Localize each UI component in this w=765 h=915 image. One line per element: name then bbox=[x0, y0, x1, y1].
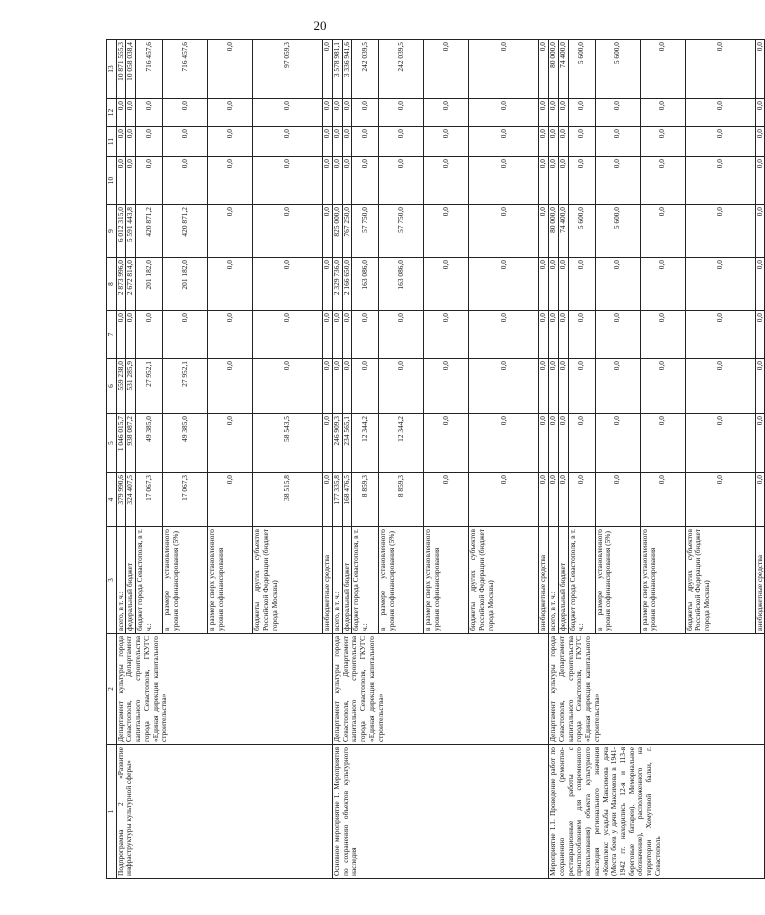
value-cell: 177 335,8 bbox=[332, 473, 342, 527]
header-cell-4: 4 bbox=[107, 473, 117, 527]
value-cell: 0,0 bbox=[116, 157, 126, 205]
value-cell: 0,0 bbox=[469, 258, 539, 311]
value-cell: 0,0 bbox=[208, 359, 253, 414]
value-cell: 0,0 bbox=[595, 414, 640, 473]
value-cell: 0,0 bbox=[595, 359, 640, 414]
budget-table bbox=[106, 39, 765, 879]
value-cell: 0,0 bbox=[253, 258, 323, 311]
value-cell: 0,0 bbox=[253, 311, 323, 359]
value-cell: 0,0 bbox=[640, 205, 685, 258]
funding-source-cell: всего, в т. ч.: bbox=[116, 527, 126, 634]
header-cell-6: 6 bbox=[107, 359, 117, 414]
value-cell: 0,0 bbox=[539, 311, 549, 359]
value-cell: 0,0 bbox=[352, 157, 379, 205]
value-cell: 0,0 bbox=[685, 258, 755, 311]
value-cell: 0,0 bbox=[640, 414, 685, 473]
value-cell: 5 600,0 bbox=[568, 205, 595, 258]
value-cell: 8 859,3 bbox=[379, 473, 424, 527]
funding-source-cell: бюджет города Севастополя, в т. ч.: bbox=[352, 527, 379, 634]
value-cell: 0,0 bbox=[136, 99, 163, 127]
value-cell: 0,0 bbox=[208, 473, 253, 527]
funding-source-cell: в размере установленного уровня софинансирования (5%) bbox=[379, 527, 424, 634]
value-cell: 0,0 bbox=[685, 359, 755, 414]
value-cell: 201 182,0 bbox=[136, 258, 163, 311]
value-cell: 0,0 bbox=[208, 258, 253, 311]
value-cell: 0,0 bbox=[323, 414, 333, 473]
value-cell: 0,0 bbox=[469, 473, 539, 527]
value-cell: 0,0 bbox=[558, 359, 568, 414]
funding-source-cell: в размере сверх установленного уровня софинансирования bbox=[424, 527, 469, 634]
value-cell: 80 000,0 bbox=[549, 40, 559, 99]
value-cell: 2 672 814,0 bbox=[126, 258, 136, 311]
value-cell: 0,0 bbox=[469, 359, 539, 414]
funding-source-cell: в размере сверх установленного уровня софинансирования bbox=[208, 527, 253, 634]
value-cell: 0,0 bbox=[424, 205, 469, 258]
value-cell: 0,0 bbox=[332, 157, 342, 205]
value-cell: 0,0 bbox=[568, 414, 595, 473]
value-cell: 0,0 bbox=[323, 99, 333, 127]
value-cell: 0,0 bbox=[685, 40, 755, 99]
table-row bbox=[332, 40, 342, 879]
value-cell: 17 067,3 bbox=[136, 473, 163, 527]
value-cell: 0,0 bbox=[595, 311, 640, 359]
value-cell: 0,0 bbox=[424, 157, 469, 205]
value-cell: 0,0 bbox=[208, 311, 253, 359]
value-cell: 0,0 bbox=[595, 473, 640, 527]
value-cell: 0,0 bbox=[323, 157, 333, 205]
value-cell: 0,0 bbox=[379, 359, 424, 414]
value-cell: 0,0 bbox=[379, 127, 424, 157]
value-cell: 0,0 bbox=[116, 311, 126, 359]
value-cell: 74 400,0 bbox=[558, 40, 568, 99]
value-cell: 0,0 bbox=[755, 258, 765, 311]
value-cell: 0,0 bbox=[640, 258, 685, 311]
value-cell: 379 990,6 bbox=[116, 473, 126, 527]
value-cell: 201 182,0 bbox=[163, 258, 208, 311]
value-cell: 0,0 bbox=[755, 40, 765, 99]
value-cell: 0,0 bbox=[469, 157, 539, 205]
value-cell: 0,0 bbox=[424, 359, 469, 414]
value-cell: 0,0 bbox=[163, 127, 208, 157]
value-cell: 0,0 bbox=[640, 127, 685, 157]
value-cell: 0,0 bbox=[595, 157, 640, 205]
funding-source-cell: внебюджетные средства bbox=[755, 527, 765, 634]
value-cell: 12 344,2 bbox=[352, 414, 379, 473]
value-cell: 97 059,3 bbox=[253, 40, 323, 99]
value-cell: 0,0 bbox=[539, 205, 549, 258]
value-cell: 0,0 bbox=[539, 414, 549, 473]
value-cell: 0,0 bbox=[424, 311, 469, 359]
funding-source-cell: федеральный бюджет bbox=[558, 527, 568, 634]
value-cell: 0,0 bbox=[342, 157, 352, 205]
value-cell: 0,0 bbox=[568, 473, 595, 527]
value-cell: 0,0 bbox=[595, 258, 640, 311]
value-cell: 0,0 bbox=[342, 311, 352, 359]
value-cell: 0,0 bbox=[352, 127, 379, 157]
value-cell: 0,0 bbox=[755, 205, 765, 258]
value-cell: 163 086,0 bbox=[379, 258, 424, 311]
funding-source-cell: в размере сверх установленного уровня софинансирования bbox=[640, 527, 685, 634]
value-cell: 0,0 bbox=[342, 359, 352, 414]
value-cell: 0,0 bbox=[323, 40, 333, 99]
value-cell: 716 457,6 bbox=[163, 40, 208, 99]
value-cell: 0,0 bbox=[208, 99, 253, 127]
header-cell-1: 1 bbox=[107, 745, 117, 879]
value-cell: 0,0 bbox=[640, 473, 685, 527]
value-cell: 8 859,3 bbox=[352, 473, 379, 527]
value-cell: 10 058 038,4 bbox=[126, 40, 136, 99]
value-cell: 0,0 bbox=[332, 311, 342, 359]
value-cell: 0,0 bbox=[379, 99, 424, 127]
value-cell: 0,0 bbox=[549, 127, 559, 157]
header-cell-9: 9 bbox=[107, 205, 117, 258]
value-cell: 420 871,2 bbox=[163, 205, 208, 258]
value-cell: 5 600,0 bbox=[595, 205, 640, 258]
header-cell-5: 5 bbox=[107, 414, 117, 473]
value-cell: 0,0 bbox=[323, 473, 333, 527]
header-cell-13: 13 bbox=[107, 40, 117, 99]
value-cell: 0,0 bbox=[640, 157, 685, 205]
value-cell: 0,0 bbox=[549, 359, 559, 414]
value-cell: 6 012 315,0 bbox=[116, 205, 126, 258]
rotated-table-container bbox=[106, 40, 764, 879]
value-cell: 0,0 bbox=[136, 127, 163, 157]
value-cell: 0,0 bbox=[116, 99, 126, 127]
value-cell: 531 285,9 bbox=[126, 359, 136, 414]
value-cell: 0,0 bbox=[539, 99, 549, 127]
program-name-cell: Мероприятие 1.1. Проведение работ по сохранению (ремонтно-реставрационные работы с приспособлением для современного использования) объекта культурного наследия регионального значения «Комплекс усадьбы Максимова дача (Места боев у дачи Максимова в 1941-1942 гг. находились 12-я и 113-я береговые батареи). Мемориальное обозначение), расположенного на территории Хомутовой балки, г. Севастополь bbox=[549, 745, 765, 879]
value-cell: 0,0 bbox=[342, 99, 352, 127]
value-cell: 0,0 bbox=[469, 40, 539, 99]
value-cell: 0,0 bbox=[549, 311, 559, 359]
program-name-cell: Подпрограмма 2 «Развитие инфраструктуры культурной сферы» bbox=[116, 745, 332, 879]
executor-cell: Департамент культуры города Севастополя, Департамент капитального строительства города Севастополя, ГКУГС «Единая дирекция капитального строительства» bbox=[549, 634, 765, 745]
value-cell: 0,0 bbox=[424, 258, 469, 311]
value-cell: 5 591 443,8 bbox=[126, 205, 136, 258]
value-cell: 0,0 bbox=[558, 473, 568, 527]
value-cell: 0,0 bbox=[352, 99, 379, 127]
value-cell: 0,0 bbox=[208, 205, 253, 258]
value-cell: 0,0 bbox=[208, 127, 253, 157]
value-cell: 0,0 bbox=[640, 40, 685, 99]
funding-source-cell: бюджеты других субъектов Российской Федерации (бюджет города Москвы) bbox=[685, 527, 755, 634]
header-cell-12: 12 bbox=[107, 99, 117, 127]
funding-source-cell: в размере установленного уровня софинансирования (5%) bbox=[163, 527, 208, 634]
funding-source-cell: бюджеты других субъектов Российской Федерации (бюджет города Москвы) bbox=[253, 527, 323, 634]
value-cell: 163 086,0 bbox=[352, 258, 379, 311]
value-cell: 0,0 bbox=[323, 359, 333, 414]
value-cell: 0,0 bbox=[685, 205, 755, 258]
value-cell: 0,0 bbox=[469, 414, 539, 473]
value-cell: 0,0 bbox=[568, 99, 595, 127]
value-cell: 0,0 bbox=[568, 127, 595, 157]
value-cell: 0,0 bbox=[755, 359, 765, 414]
value-cell: 0,0 bbox=[549, 473, 559, 527]
header-row bbox=[107, 40, 117, 879]
value-cell: 0,0 bbox=[323, 127, 333, 157]
value-cell: 0,0 bbox=[568, 157, 595, 205]
value-cell: 5 600,0 bbox=[595, 40, 640, 99]
funding-source-cell: бюджет города Севастополя, в т. ч.: bbox=[568, 527, 595, 634]
header-cell-2: 2 bbox=[107, 634, 117, 745]
value-cell: 0,0 bbox=[539, 127, 549, 157]
value-cell: 0,0 bbox=[253, 99, 323, 127]
funding-source-cell: бюджет города Севастополя, в т. ч.: bbox=[136, 527, 163, 634]
value-cell: 74 400,0 bbox=[558, 205, 568, 258]
funding-source-cell: федеральный бюджет bbox=[126, 527, 136, 634]
value-cell: 0,0 bbox=[549, 258, 559, 311]
value-cell: 0,0 bbox=[379, 311, 424, 359]
value-cell: 0,0 bbox=[126, 127, 136, 157]
value-cell: 58 543,5 bbox=[253, 414, 323, 473]
value-cell: 0,0 bbox=[539, 157, 549, 205]
value-cell: 80 000,0 bbox=[549, 205, 559, 258]
value-cell: 27 952,1 bbox=[163, 359, 208, 414]
value-cell: 0,0 bbox=[685, 311, 755, 359]
value-cell: 0,0 bbox=[549, 99, 559, 127]
value-cell: 0,0 bbox=[163, 157, 208, 205]
value-cell: 3 578 981,1 bbox=[332, 40, 342, 99]
value-cell: 0,0 bbox=[755, 414, 765, 473]
header-cell-10: 10 bbox=[107, 157, 117, 205]
value-cell: 0,0 bbox=[640, 99, 685, 127]
executor-cell: Департамент культуры города Севастополя, Департамент капитального строительства города Севастополя, ГКУГС «Единая дирекция капитального строительства» bbox=[332, 634, 548, 745]
value-cell: 0,0 bbox=[539, 40, 549, 99]
value-cell: 0,0 bbox=[253, 359, 323, 414]
value-cell: 17 067,3 bbox=[163, 473, 208, 527]
value-cell: 0,0 bbox=[253, 205, 323, 258]
value-cell: 0,0 bbox=[685, 414, 755, 473]
value-cell: 0,0 bbox=[595, 99, 640, 127]
value-cell: 0,0 bbox=[755, 157, 765, 205]
value-cell: 242 039,5 bbox=[352, 40, 379, 99]
value-cell: 49 385,0 bbox=[136, 414, 163, 473]
page-number: 20 bbox=[313, 18, 327, 33]
value-cell: 0,0 bbox=[539, 359, 549, 414]
value-cell: 0,0 bbox=[253, 127, 323, 157]
value-cell: 5 600,0 bbox=[568, 40, 595, 99]
value-cell: 0,0 bbox=[755, 99, 765, 127]
value-cell: 0,0 bbox=[640, 311, 685, 359]
value-cell: 246 909,3 bbox=[332, 414, 342, 473]
value-cell: 234 565,1 bbox=[342, 414, 352, 473]
value-cell: 0,0 bbox=[558, 99, 568, 127]
funding-source-cell: в размере установленного уровня софинансирования (5%) bbox=[595, 527, 640, 634]
value-cell: 0,0 bbox=[126, 311, 136, 359]
value-cell: 0,0 bbox=[424, 473, 469, 527]
value-cell: 0,0 bbox=[332, 99, 342, 127]
funding-source-cell: всего, в т. ч.: bbox=[549, 527, 559, 634]
value-cell: 0,0 bbox=[568, 258, 595, 311]
funding-source-cell: всего, в т. ч.: bbox=[332, 527, 342, 634]
value-cell: 10 871 555,3 bbox=[116, 40, 126, 99]
value-cell: 0,0 bbox=[126, 99, 136, 127]
value-cell: 168 476,5 bbox=[342, 473, 352, 527]
value-cell: 49 385,0 bbox=[163, 414, 208, 473]
value-cell: 27 952,1 bbox=[136, 359, 163, 414]
header-cell-11: 11 bbox=[107, 127, 117, 157]
value-cell: 0,0 bbox=[755, 473, 765, 527]
value-cell: 0,0 bbox=[126, 157, 136, 205]
header-cell-8: 8 bbox=[107, 258, 117, 311]
value-cell: 0,0 bbox=[424, 127, 469, 157]
value-cell: 0,0 bbox=[685, 99, 755, 127]
value-cell: 0,0 bbox=[640, 359, 685, 414]
value-cell: 0,0 bbox=[208, 414, 253, 473]
value-cell: 0,0 bbox=[208, 157, 253, 205]
value-cell: 0,0 bbox=[332, 127, 342, 157]
value-cell: 0,0 bbox=[469, 127, 539, 157]
value-cell: 12 344,2 bbox=[379, 414, 424, 473]
value-cell: 0,0 bbox=[332, 359, 342, 414]
value-cell: 0,0 bbox=[424, 99, 469, 127]
value-cell: 0,0 bbox=[539, 473, 549, 527]
value-cell: 3 336 941,6 bbox=[342, 40, 352, 99]
value-cell: 0,0 bbox=[136, 311, 163, 359]
table-body bbox=[107, 40, 765, 879]
value-cell: 0,0 bbox=[136, 157, 163, 205]
funding-source-cell: бюджеты других субъектов Российской Федерации (бюджет города Москвы) bbox=[469, 527, 539, 634]
value-cell: 0,0 bbox=[558, 311, 568, 359]
value-cell: 0,0 bbox=[755, 127, 765, 157]
value-cell: 0,0 bbox=[568, 311, 595, 359]
value-cell: 0,0 bbox=[568, 359, 595, 414]
value-cell: 0,0 bbox=[469, 99, 539, 127]
value-cell: 242 039,5 bbox=[379, 40, 424, 99]
value-cell: 0,0 bbox=[469, 205, 539, 258]
funding-source-cell: внебюджетные средства bbox=[539, 527, 549, 634]
header-cell-3: 3 bbox=[107, 527, 117, 634]
value-cell: 0,0 bbox=[558, 414, 568, 473]
value-cell: 0,0 bbox=[549, 414, 559, 473]
value-cell: 420 871,2 bbox=[136, 205, 163, 258]
value-cell: 0,0 bbox=[549, 157, 559, 205]
value-cell: 0,0 bbox=[323, 205, 333, 258]
table-row bbox=[549, 40, 559, 879]
value-cell: 559 238,0 bbox=[116, 359, 126, 414]
value-cell: 57 750,0 bbox=[379, 205, 424, 258]
value-cell: 0,0 bbox=[342, 127, 352, 157]
value-cell: 0,0 bbox=[424, 40, 469, 99]
value-cell: 0,0 bbox=[755, 311, 765, 359]
value-cell: 0,0 bbox=[558, 157, 568, 205]
funding-source-cell: внебюджетные средства bbox=[323, 527, 333, 634]
value-cell: 0,0 bbox=[208, 40, 253, 99]
executor-cell: Департамент культуры города Севастополя, Департамент капитального строительства города Севастополя, ГКУГС «Единая дирекция капитального строительства» bbox=[116, 634, 332, 745]
value-cell: 0,0 bbox=[469, 311, 539, 359]
value-cell: 2 329 736,0 bbox=[332, 258, 342, 311]
value-cell: 0,0 bbox=[558, 258, 568, 311]
value-cell: 2 166 650,0 bbox=[342, 258, 352, 311]
value-cell: 0,0 bbox=[685, 127, 755, 157]
value-cell: 0,0 bbox=[253, 157, 323, 205]
value-cell: 0,0 bbox=[163, 99, 208, 127]
value-cell: 825 000,0 bbox=[332, 205, 342, 258]
value-cell: 0,0 bbox=[595, 127, 640, 157]
value-cell: 0,0 bbox=[323, 311, 333, 359]
funding-source-cell: федеральный бюджет bbox=[342, 527, 352, 634]
value-cell: 38 515,8 bbox=[253, 473, 323, 527]
value-cell: 0,0 bbox=[352, 359, 379, 414]
header-cell-7: 7 bbox=[107, 311, 117, 359]
value-cell: 716 457,6 bbox=[136, 40, 163, 99]
value-cell: 0,0 bbox=[323, 258, 333, 311]
value-cell: 2 873 996,0 bbox=[116, 258, 126, 311]
value-cell: 0,0 bbox=[539, 258, 549, 311]
value-cell: 938 087,2 bbox=[126, 414, 136, 473]
value-cell: 0,0 bbox=[116, 127, 126, 157]
value-cell: 0,0 bbox=[685, 473, 755, 527]
value-cell: 1 046 015,7 bbox=[116, 414, 126, 473]
value-cell: 0,0 bbox=[558, 127, 568, 157]
value-cell: 767 250,0 bbox=[342, 205, 352, 258]
value-cell: 0,0 bbox=[163, 311, 208, 359]
value-cell: 0,0 bbox=[424, 414, 469, 473]
value-cell: 57 750,0 bbox=[352, 205, 379, 258]
value-cell: 0,0 bbox=[379, 157, 424, 205]
value-cell: 0,0 bbox=[352, 311, 379, 359]
program-name-cell: Основное мероприятие 1. Мероприятия по сохранению объектов культурного наследия bbox=[332, 745, 548, 879]
value-cell: 0,0 bbox=[685, 157, 755, 205]
value-cell: 324 407,5 bbox=[126, 473, 136, 527]
